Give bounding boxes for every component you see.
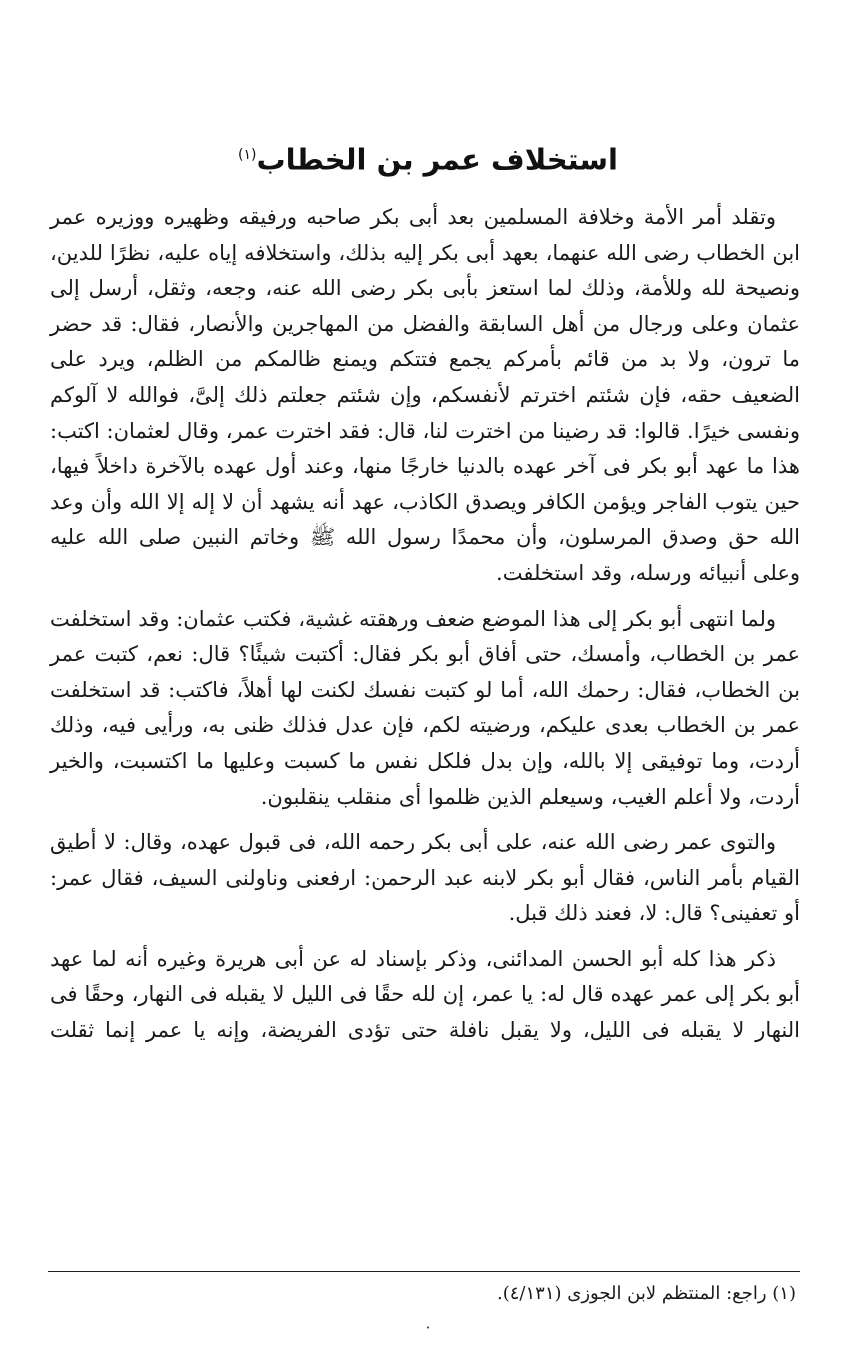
footnote: (١) راجع: المنتظم لابن الجوزى (٤/١٣١). <box>497 1283 796 1304</box>
footnote-reference: (١) <box>238 147 257 163</box>
page-mark: · <box>425 1318 431 1337</box>
chapter-title <box>60 133 796 182</box>
body-text <box>50 200 800 1059</box>
chapter-title-text: استخلاف عمر بن الخطاب <box>256 142 618 177</box>
paragraph-1: وتقلد أمر الأمة وخلافة المسلمين بعد أبى بكر صاحبه ورفيقه وظهيره ووزيره عمر ابن الخطاب رضى الله عنهما، بعهد أبى بكر إليه بذلك، واستخلافه إياه عليه، نظرًا للدين، ونصيحة لله وللأمة، وذلك لما استعز بأبى بكر رضى الله عنه، وجعه، وثقل، أرسل إلى عثمان وعلى ورجال من أهل السابقة والفضل من المهاجرين والأنصار، فقال: قد حضر ما ترون، ولا بد من قائم بأمركم يجمع فتتكم ويمنع ظالمكم من الظلم، ويرد على الضعيف حقه، فإن شئتم اخترتم لأنفسكم، وإن شئتم جعلتم ذلك إلىَّ، فوالله لا آلوكم ونفسى خيرًا. قالوا: قد رضينا من اخترت لنا، قال: فقد اخترت عمر، وقال لعثمان: اكتب: هذا ما عهد أبو بكر فى آخر عهده بالدنيا خارجًا منها، وعند أول عهده بالآخرة داخلاً فيها، حين يتوب الفاجر ويؤمن الكافر ويصدق الكاذب، عهد أنه يشهد أن لا إله إلا الله وأن وعد الله حق وصدق المرسلون، وأن محمدًا رسول الله ﷺ وخاتم النبين صلى الله عليه وعلى أنبيائه ورسله، وقد استخلفت. <box>50 205 800 585</box>
paragraph-3: والتوى عمر رضى الله عنه، على أبى بكر رحمه الله، فى قبول عهده، وقال: لا أطيق القيام بأمر الناس، فقال أبو بكر لابنه عبد الرحمن: ارفعنى وناولنى السيف، فقال عمر: أو تعفينى؟ قال: لا، فعند ذلك قبل. <box>50 830 800 926</box>
paragraph-4: ذكر هذا كله أبو الحسن المدائنى، وذكر بإسناد له عن أبى هريرة وغيره أنه لما عهد أبو بكر إلى عمر عهده قال له: يا عمر، إن لله حقًا فى الليل لا يقبله فى النهار، وحقًا فى النهار لا يقبله فى الليل، ولا يقبل نافلة حتى تؤدى الفريضة، وإنه يا عمر إنما ثقلت <box>50 946 800 1043</box>
footnote-divider <box>48 1271 800 1272</box>
paragraph-2: ولما انتهى أبو بكر إلى هذا الموضع ضعف ورهقته غشية، فكتب عثمان: وقد استخلفت عمر بن الخطاب، وأمسك، حتى أفاق أبو بكر فقال: أكتبت شيئًا؟ قال: نعم، كتبت عمر بن الخطاب، فقال: رحمك الله، أما لو كتبت نفسك لكنت لها أهلاً، فاكتب: قد استخلفت عمر بن الخطاب بعدى عليكم، ورضيته لكم، فإن عدل فذلك ظنى به، ورأيى فيه، وذلك أردت، وما توفيقى إلا بالله، وإن بدل فلكل نفس ما كسبت وعليها ما اكتسبت، والخير أردت، ولا أعلم الغيب، وسيعلم الذين ظلموا أى منقلب ينقلبون. <box>50 606 800 809</box>
